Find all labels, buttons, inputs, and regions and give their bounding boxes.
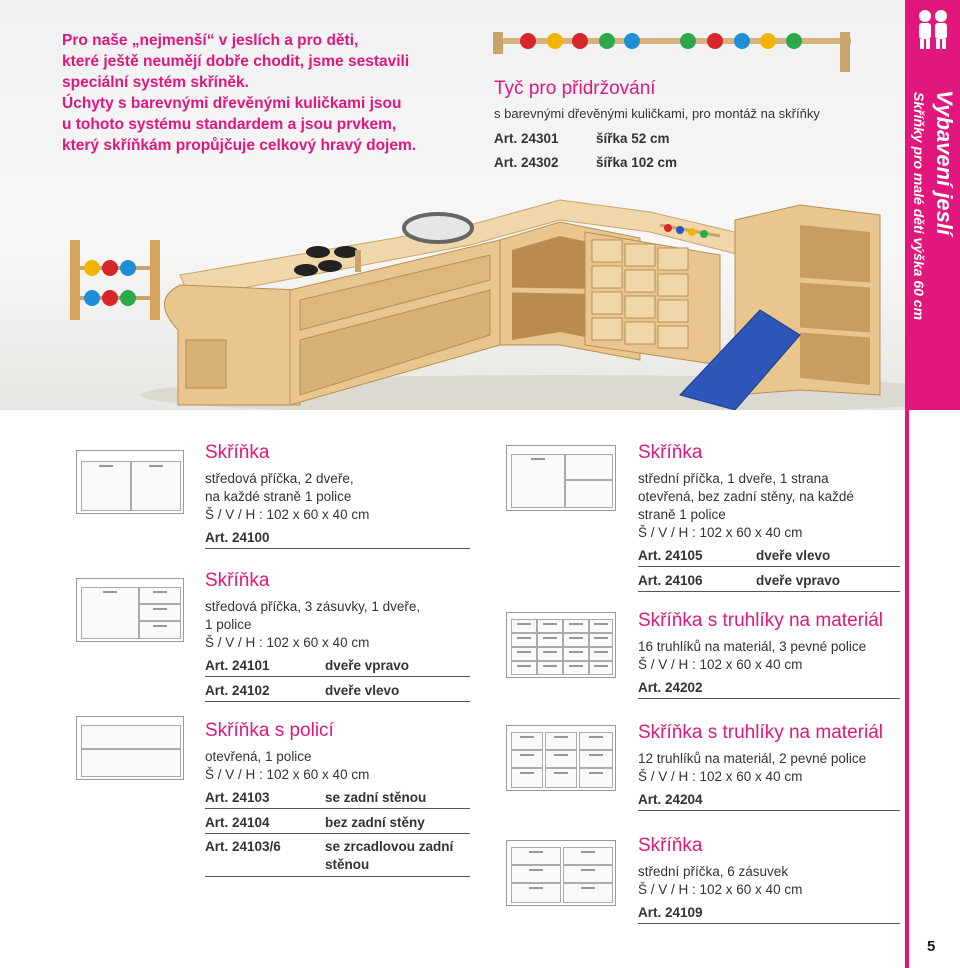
- product-card: [638, 722, 900, 811]
- page-number: 5: [927, 938, 936, 955]
- product-thumbnail: [506, 445, 616, 511]
- product-title: Skříňka: [638, 442, 703, 463]
- product-description: 16 truhlíků na materiál, 3 pevné police Š / V / H : 102 x 60 x 40 cm: [638, 639, 867, 672]
- product-description: střední příčka, 1 dveře, 1 strana otevřená, bez zadní stěny, na každé straně 1 police Š / V / H : 102 x 60 x 40 cm: [638, 471, 854, 540]
- product-card: [638, 835, 900, 924]
- product-description: středová příčka, 3 zásuvky, 1 dveře, 1 police Š / V / H : 102 x 60 x 40 cm: [205, 599, 421, 650]
- article-row: Art. 24204: [638, 790, 900, 811]
- bar-row: Art. 24302 šířka 102 cm: [494, 155, 678, 170]
- product-thumbnail: [76, 716, 184, 780]
- product-thumbnail: [76, 578, 184, 642]
- product-description: 12 truhlíků na materiál, 2 pevné police Š / V / H : 102 x 60 x 40 cm: [638, 751, 867, 784]
- product-title: Skříňka: [205, 442, 270, 463]
- article-row: Art. 24104 bez zadní stěny: [205, 813, 470, 834]
- product-card: [205, 570, 470, 702]
- article-row: Art. 24106 dveře vpravo: [638, 571, 900, 592]
- product-title: Skříňka s truhlíky na materiál: [638, 610, 883, 631]
- article-row: Art. 24102 dveře vlevo: [205, 681, 470, 702]
- product-thumbnail: [506, 725, 616, 791]
- intro-text: Pro naše „nejmenší“ v jeslích a pro děti, které ještě neumějí dobře chodit, jsme sestavili speciální systém skříněk. Úchyty s barevnými dřevěnými kuličkami jsou u tohoto systému standardem a jsou prvkem, který skříňkám propůjčuje celkový hravý dojem.: [62, 32, 417, 154]
- side-tab-title: Vybavení jeslí: [932, 90, 957, 236]
- product-description: středová příčka, 2 dveře, na každé straně 1 police Š / V / H : 102 x 60 x 40 cm: [205, 471, 370, 522]
- side-tab-text: [905, 0, 960, 410]
- bar-subtitle: s barevnými dřevěnými kuličkami, pro montáž na skříňky: [494, 106, 820, 121]
- product-card: [638, 442, 900, 592]
- product-title: Skříňka: [205, 570, 270, 591]
- article-row: Art. 24103 se zadní stěnou: [205, 788, 470, 809]
- product-thumbnail: [506, 840, 616, 906]
- article-row: Art. 24101 dveře vpravo: [205, 656, 470, 677]
- product-description: otevřená, 1 police Š / V / H : 102 x 60 x 40 cm: [205, 749, 370, 782]
- product-description: střední příčka, 6 zásuvek Š / V / H : 102 x 60 x 40 cm: [638, 864, 803, 897]
- bar-title: Tyč pro přidržování: [494, 78, 656, 99]
- product-title: Skříňka s policí: [205, 720, 334, 741]
- side-tab-subtitle: Skříňky pro malé děti výška 60 cm: [911, 92, 927, 321]
- article-row: Art. 24202: [638, 678, 900, 699]
- product-title: Skříňka: [638, 835, 703, 856]
- product-card: [638, 610, 900, 699]
- product-card: [205, 720, 470, 877]
- article-row: Art. 24100: [205, 528, 470, 549]
- bar-row: Art. 24301 šířka 52 cm: [494, 131, 670, 146]
- product-thumbnail: [506, 612, 616, 678]
- side-rule: [905, 410, 909, 968]
- article-row: Art. 24103/6 se zrcadlovou zadní stěnou: [205, 838, 470, 877]
- product-thumbnail: [76, 450, 184, 514]
- article-row: Art. 24109: [638, 903, 900, 924]
- article-row: Art. 24105 dveře vlevo: [638, 546, 900, 567]
- product-card: [205, 442, 470, 549]
- product-title: Skříňka s truhlíky na materiál: [638, 722, 883, 743]
